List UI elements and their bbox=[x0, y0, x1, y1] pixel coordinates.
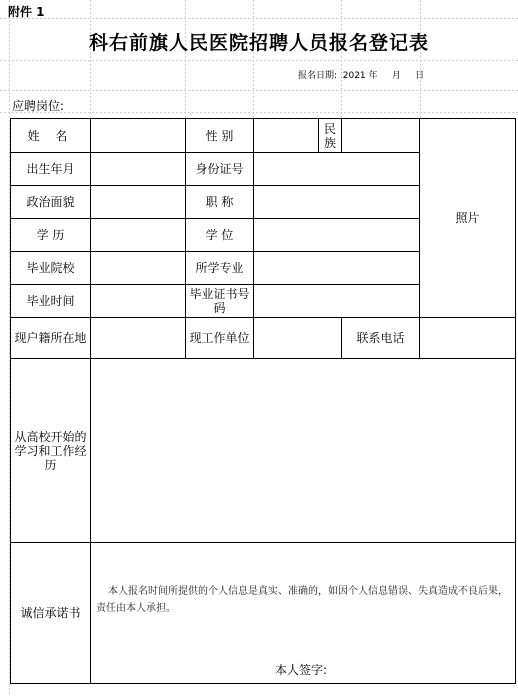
ethnicity-field[interactable] bbox=[342, 119, 420, 153]
pledge-text: 本人报名时间所提供的个人信息是真实、准确的，如因个人信息错误、失真造成不良后果，责任由本人承担。 bbox=[96, 586, 508, 614]
work-unit-field[interactable] bbox=[254, 318, 342, 359]
birth-field[interactable] bbox=[91, 153, 186, 186]
professional-title-field[interactable] bbox=[254, 186, 420, 219]
experience-label: 从高校开始的学习和工作经历 bbox=[11, 359, 91, 543]
id-number-field[interactable] bbox=[254, 153, 420, 186]
ethnicity-label: 民族 bbox=[319, 119, 342, 153]
phone-field[interactable] bbox=[420, 318, 516, 359]
name-field[interactable] bbox=[91, 119, 186, 153]
id-number-label: 身份证号 bbox=[186, 153, 254, 186]
degree-label: 学 位 bbox=[186, 219, 254, 252]
gender-field[interactable] bbox=[254, 119, 319, 153]
residence-field[interactable] bbox=[91, 318, 186, 359]
experience-field[interactable] bbox=[91, 359, 516, 543]
graduation-time-field[interactable] bbox=[91, 285, 186, 318]
school-field[interactable] bbox=[91, 252, 186, 285]
degree-field[interactable] bbox=[254, 219, 420, 252]
education-field[interactable] bbox=[91, 219, 186, 252]
registration-date: 报名日期: 2021 年 月 日 bbox=[298, 71, 425, 81]
page-title: 科右前旗人民医院招聘人员报名登记表 bbox=[88, 32, 429, 54]
school-label: 毕业院校 bbox=[11, 252, 91, 285]
integrity-pledge-label: 诚信承诺书 bbox=[11, 543, 91, 684]
photo-cell[interactable]: 照片 bbox=[420, 119, 516, 318]
work-unit-label: 现工作单位 bbox=[186, 318, 254, 359]
gender-label: 性 别 bbox=[186, 119, 254, 153]
residence-label: 现户籍所在地 bbox=[11, 318, 91, 359]
attachment-label: 附件 1 bbox=[8, 5, 45, 19]
applied-position-label: 应聘岗位: bbox=[12, 99, 65, 113]
name-label: 姓 名 bbox=[11, 119, 91, 153]
phone-label: 联系电话 bbox=[342, 318, 420, 359]
signature-label: 本人签字: bbox=[275, 663, 328, 677]
graduation-time-label: 毕业时间 bbox=[11, 285, 91, 318]
political-status-field[interactable] bbox=[91, 186, 186, 219]
certificate-number-label: 毕业证书号码 bbox=[186, 285, 254, 318]
certificate-number-field[interactable] bbox=[254, 285, 420, 318]
education-label: 学 历 bbox=[11, 219, 91, 252]
professional-title-label: 职 称 bbox=[186, 186, 254, 219]
major-label: 所学专业 bbox=[186, 252, 254, 285]
political-status-label: 政治面貌 bbox=[11, 186, 91, 219]
birth-label: 出生年月 bbox=[11, 153, 91, 186]
major-field[interactable] bbox=[254, 252, 420, 285]
